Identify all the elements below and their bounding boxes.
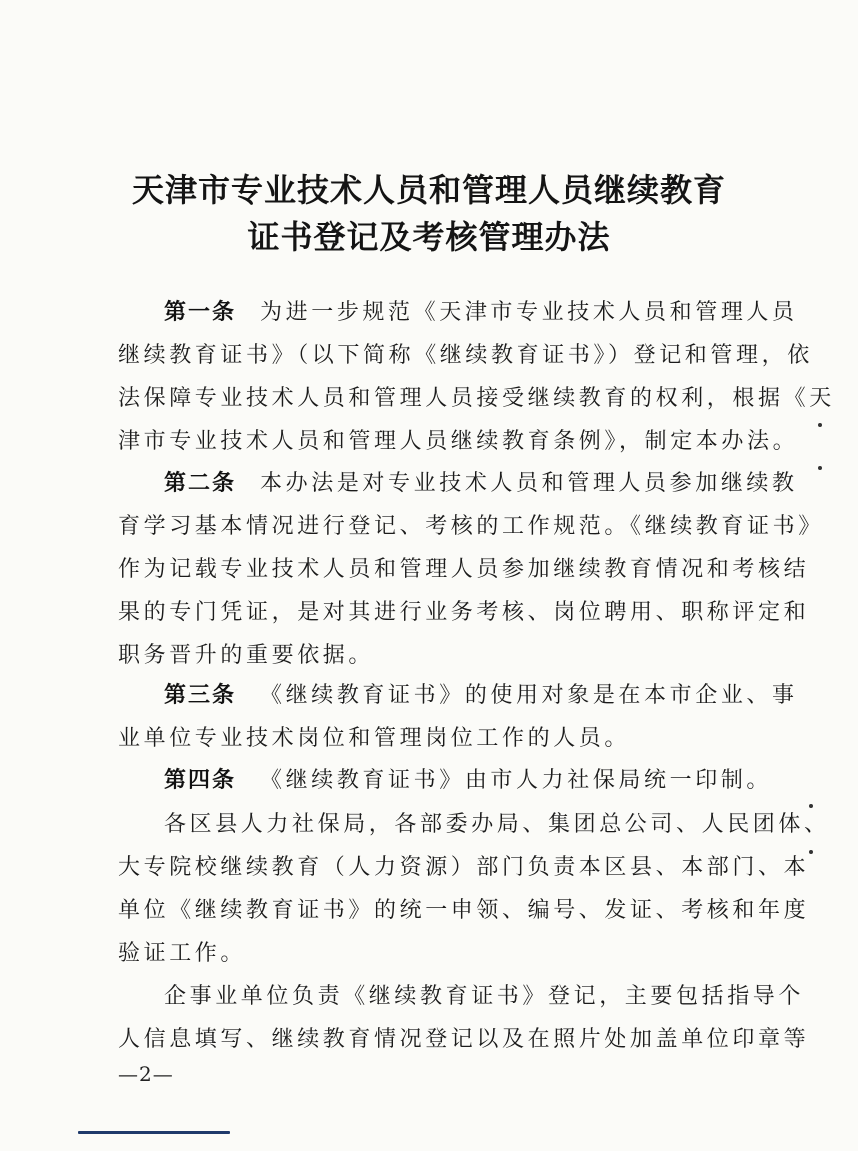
paragraph-5-line-1: 各区县人力社保局，各部委办局、集团总公司、人民团体、	[164, 812, 830, 837]
article-1-line-2: 继续教育证书》（以下简称《继续教育证书》）登记和管理，依	[118, 343, 813, 368]
article-2-line-1	[164, 470, 798, 498]
scan-speck	[809, 804, 813, 808]
scan-speck	[809, 850, 813, 854]
article-2-line-4: 果的专门凭证，是对其进行业务考核、岗位聘用、职称评定和	[118, 600, 810, 625]
footer-rule	[78, 1131, 230, 1134]
document-title-line-2: 证书登记及考核管理办法	[247, 218, 611, 256]
article-2-line-5: 职务晋升的重要依据。	[118, 643, 375, 668]
paragraph-6-line-2: 人信息填写、继续教育情况登记以及在照片处加盖单位印章等	[118, 1027, 810, 1052]
article-2-line-2: 育学习基本情况进行登记、考核的工作规范。《继续教育证书》	[118, 514, 824, 539]
article-1-line-4: 津市专业技术人员和管理人员继续教育条例》，制定本办法。	[118, 429, 799, 454]
article-4-line-1	[164, 767, 772, 795]
article-1-line-1	[164, 299, 798, 327]
paragraph-text: 《继续教育证书》的使用对象是在本市企业、事	[260, 683, 798, 708]
article-1-line-3: 法保障专业技术人员和管理人员接受继续教育的权利，根据《天	[118, 386, 835, 411]
paragraph-text: 为进一步规范《天津市专业技术人员和管理人员	[260, 300, 798, 325]
paragraph-text: 本办法是对专业技术人员和管理人员参加继续教	[260, 471, 798, 496]
article-3-line-2: 业单位专业技术岗位和管理岗位工作的人员。	[118, 726, 631, 751]
article-3-line-1	[164, 682, 798, 710]
article-label: 第四条	[164, 768, 237, 793]
paragraph-text: 《继续教育证书》由市人力社保局统一印制。	[260, 768, 773, 793]
paragraph-6-line-1: 企事业单位负责《继续教育证书》登记，主要包括指导个	[164, 984, 805, 1009]
article-label: 第三条	[164, 683, 237, 708]
article-2-line-3: 作为记载专业技术人员和管理人员参加继续教育情况和考核结	[118, 557, 810, 582]
page-number: —2—	[118, 1062, 174, 1086]
scan-speck	[818, 423, 822, 427]
paragraph-5-line-3: 单位《继续教育证书》的统一申领、编号、发证、考核和年度	[118, 898, 810, 923]
paragraph-5-line-4: 验证工作。	[118, 941, 247, 966]
paragraph-5-line-2: 大专院校继续教育（人力资源）部门负责本区县、本部门、本	[118, 855, 810, 880]
document-title-line-1: 天津市专业技术人员和管理人员继续教育	[131, 171, 726, 209]
article-label: 第二条	[164, 471, 237, 496]
scan-speck	[818, 466, 822, 470]
article-label: 第一条	[164, 300, 237, 325]
